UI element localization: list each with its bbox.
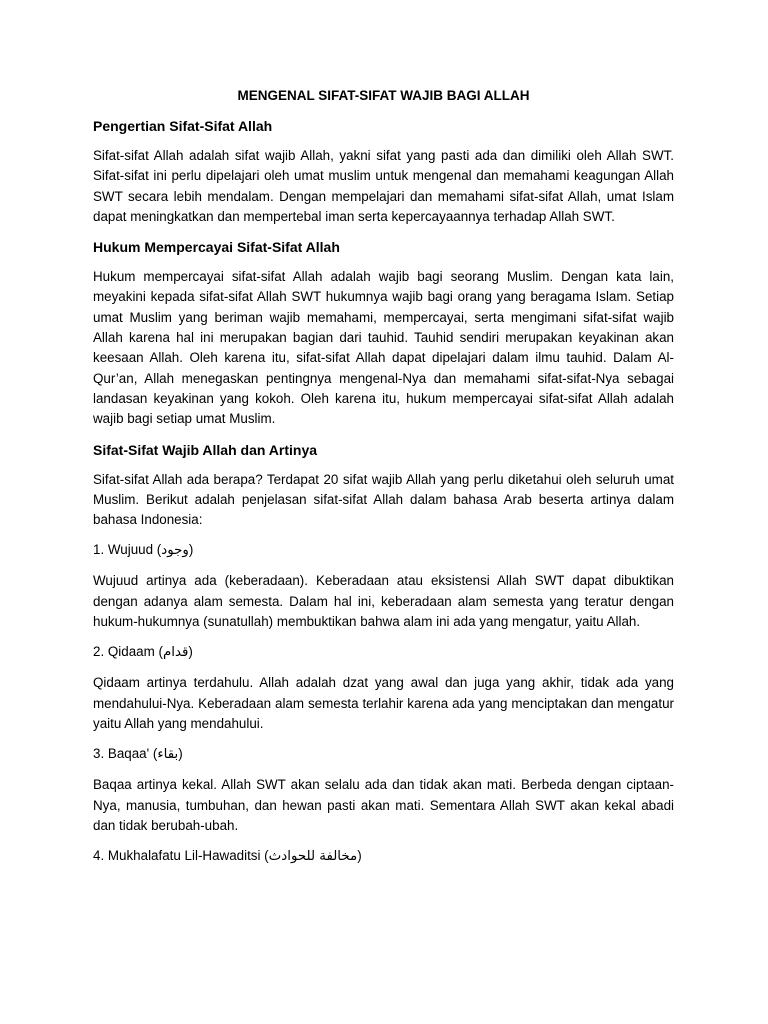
item-label-close: ) [188,542,194,558]
item-label: 4. Mukhalafatu Lil-Hawaditsi ( [93,848,269,864]
item-arabic: مخالفة للحوادث [268,849,358,865]
item-arabic: بقاء [157,747,179,763]
item-title [93,846,674,867]
item-label-close: ) [188,644,193,660]
section-hukum [93,237,674,429]
item-title [93,744,674,765]
document-page [93,86,674,877]
item-label: 3. Baqaa' ( [93,746,158,762]
list-item-qidaam [93,642,674,734]
document-title: MENGENAL SIFAT-SIFAT WAJIB BAGI ALLAH [237,88,530,103]
section-pengertian [93,116,674,227]
item-label-close: ) [357,848,362,864]
item-label: 2. Qidaam ( [93,644,163,660]
section-paragraph: Sifat-sifat Allah ada berapa? Terdapat 20 sifat wajib Allah yang perlu diketahui oleh seluruh umat Muslim. Berikut adalah penjelasan sifat-sifat Allah dalam bahasa Arab beserta artinya dalam bahasa Indonesia: [93,471,674,528]
item-title [93,642,674,663]
item-title [93,540,674,561]
section-heading: Pengertian Sifat-Sifat Allah [93,118,273,134]
section-heading: Hukum Mempercayai Sifat-Sifat Allah [93,239,340,256]
item-description: Wujuud artinya ada (keberadaan). Keberadaan atau eksistensi Allah SWT dapat dibuktikan dengan adanya alam semesta. Dalam hal ini, keberadaan alam semesta yang teratur dengan hukum-hukumnya (sunatullah) membuktikan bahwa alam ini ada yang mengatur, yaitu Allah. [93,573,674,630]
section-heading: Sifat-Sifat Wajib Allah dan Artinya [93,441,318,458]
list-item-wujuud [93,540,674,632]
section-sifat-wajib [93,440,674,531]
item-description: Qidaam artinya terdahulu. Allah adalah dzat yang awal dan juga yang akhir, tidak ada yang mendahului-Nya. Keberadaan alam semesta terlahir karena ada yang menciptakan dan mengatur yaitu Allah yang mendahului. [93,675,674,731]
section-paragraph: Sifat-sifat Allah adalah sifat wajib Allah, yakni sifat yang pasti ada dan dimiliki oleh Allah SWT. Sifat-sifat ini perlu dipelajari oleh umat muslim untuk mengenal dan memahami keagungan Allah SWT secara lebih mendalam. Dengan mempelajari dan memahami sifat-sifat Allah, umat Islam dapat meningkatkan dan mempertebal iman serta kepercayaannya terhadap Allah SWT. [93,148,674,224]
item-arabic: وجود [161,543,189,559]
item-label-close: ) [178,746,183,762]
item-arabic: قدام [162,645,189,661]
section-paragraph: Hukum mempercayai sifat-sifat Allah adalah wajib bagi seorang Muslim. Dengan kata lain, meyakini kepada sifat-sifat Allah SWT hukumnya wajib bagi orang yang beragama Islam. Setiap umat Muslim yang beriman wajib memahami, mempercayai, serta mengimani sifat-sifat wajib Allah karena hal ini merupakan bagian dari tauhid. Tauhid sendiri merupakan keyakinan akan keesaan Allah. Oleh karena itu, sifat-sifat Allah dapat dipelajari dalam ilmu tauhid. Dalam Al-Qur’an, Allah menegaskan pentingnya mengenal-Nya dan memahami sifat-sifat-Nya sebagai landasan keyakinan yang kokoh. Oleh karena itu, hukum mempercayai sifat-sifat Allah adalah wajib bagi setiap umat Muslim. [93,269,674,427]
list-item-mukhalafatu [93,846,674,867]
item-description: Baqaa artinya kekal. Allah SWT akan selalu ada dan tidak akan mati. Berbeda dengan ciptaan-Nya, manusia, tumbuhan, dan hewan pasti akan mati. Sementara Allah SWT akan kekal abadi dan tidak berubah-ubah. [93,777,674,833]
item-label: 1. Wujuud ( [93,542,162,558]
list-item-baqaa [93,744,674,836]
